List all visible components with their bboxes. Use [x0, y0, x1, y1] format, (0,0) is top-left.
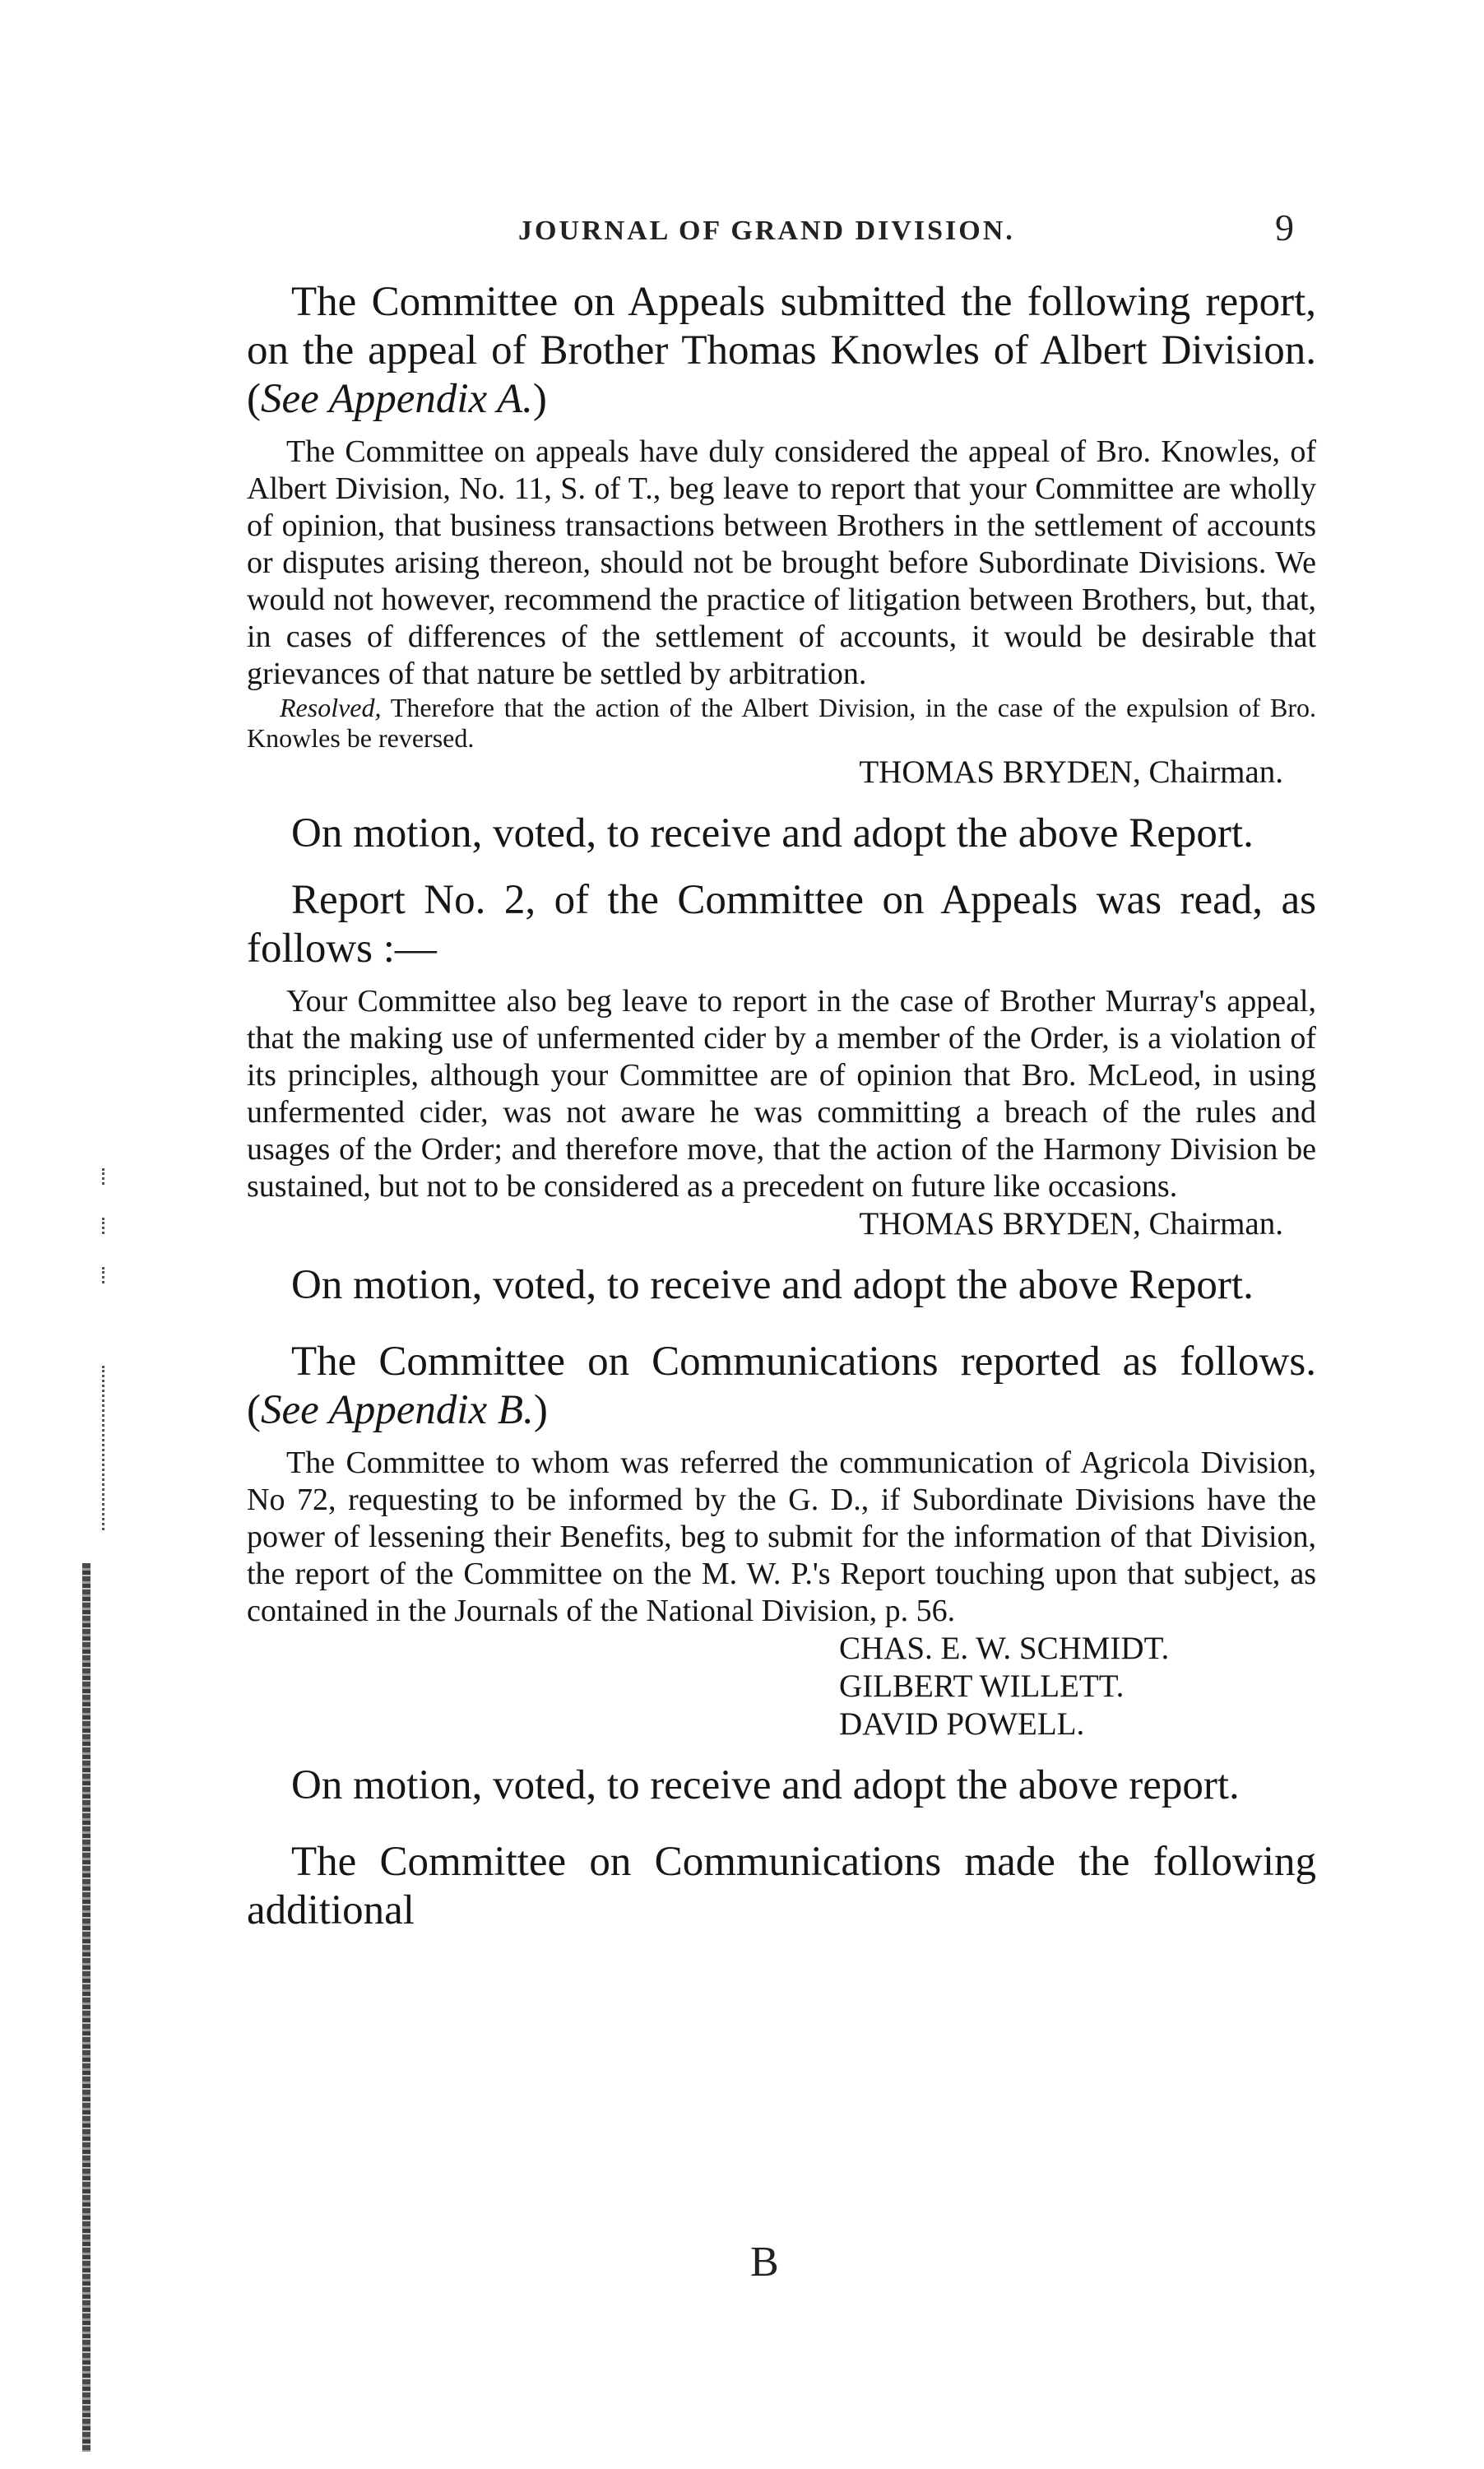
binding-edge — [82, 1563, 90, 2452]
paragraph-murray-appeal: Your Committee also beg leave to report in the case of Brother Murray's appeal, that the making use of unfermented cider by a member of the Order, is a violation of its principles, although your Committee are of opinion that Bro. McLeod, in using unfermented cider, was not aware he was committing a breach of the rules and usages of the Order; and therefore move, that the action of the Harmony Division be sustained, but not to be considered as a precedent on future like occasions. — [247, 984, 1316, 1204]
paragraph-motion: On motion, voted, to receive and adopt the above report. — [291, 1762, 1240, 1808]
signature-chairman: THOMAS BRYDEN, Chairman. — [859, 754, 1283, 790]
signatory: DAVID POWELL. — [839, 1706, 1085, 1742]
signature-chairman: THOMAS BRYDEN, Chairman. — [859, 1206, 1283, 1241]
signatory-list — [247, 1630, 1316, 1743]
paragraph-report-two: Report No. 2, of the Committee on Appeals was read, as follows :— — [247, 877, 1316, 972]
paragraph-appeal-intro: The Committee on Appeals submitted the following report, on the appeal of Brother Thomas Knowles of Albert Division. (See Appendix A.) — [247, 279, 1316, 422]
edge-mark — [102, 1366, 109, 1530]
edge-mark — [102, 1267, 109, 1283]
paragraph-motion: On motion, voted, to receive and adopt the above Report. — [291, 1262, 1254, 1308]
paragraph-communications: The Committee on Communications reported as follows. (See Appendix B.) — [247, 1339, 1316, 1433]
text-column — [247, 278, 1316, 1935]
signatory: GILBERT WILLETT. — [839, 1668, 1125, 1704]
appendix-ref: See Appendix B. — [260, 1387, 534, 1433]
running-head: JOURNAL OF GRAND DIVISION. — [518, 216, 1015, 246]
signature-mark: B — [750, 2239, 779, 2286]
edge-mark — [102, 1168, 109, 1185]
paragraph-committee-report: The Committee on appeals have duly considered the appeal of Bro. Knowles, of Albert Division, No. 11, S. of T., beg leave to report that your Committee are wholly of opinion, that business transactions between Brothers in the settlement of accounts or disputes arising thereon, should not be brought before Subordinate Divisions. We would not however, recommend the practice of litigation between Brothers, but, that, in cases of differences of the settlement of accounts, it would be desirable that grievances of that nature be settled by arbitration. — [247, 434, 1316, 691]
signatory: CHAS. E. W. SCHMIDT. — [839, 1631, 1170, 1666]
paragraph-resolution: Resolved, Therefore that the action of the Albert Division, in the case of the expulsion of Bro. Knowles be reversed. — [247, 693, 1316, 753]
appendix-ref: See Appendix A. — [260, 376, 533, 422]
paragraph-motion: On motion, voted, to receive and adopt the above Report. — [291, 810, 1254, 856]
resolved-word: Resolved, — [280, 693, 382, 722]
paragraph-additional: The Committee on Communications made the following additional — [247, 1839, 1316, 1933]
paragraph-agricola: The Committee to whom was referred the communication of Agricola Division, No 72, requesting to be informed by the G. D., if Subordinate Divisions have the power of lessening their Benefits, beg to submit for the information of that Division, the report of the Committee on the M. W. P.'s Report touching upon that subject, as contained in the Journals of the National Division, p. 56. — [247, 1446, 1316, 1628]
edge-mark — [102, 1218, 109, 1234]
page-number: 9 — [1275, 207, 1294, 248]
